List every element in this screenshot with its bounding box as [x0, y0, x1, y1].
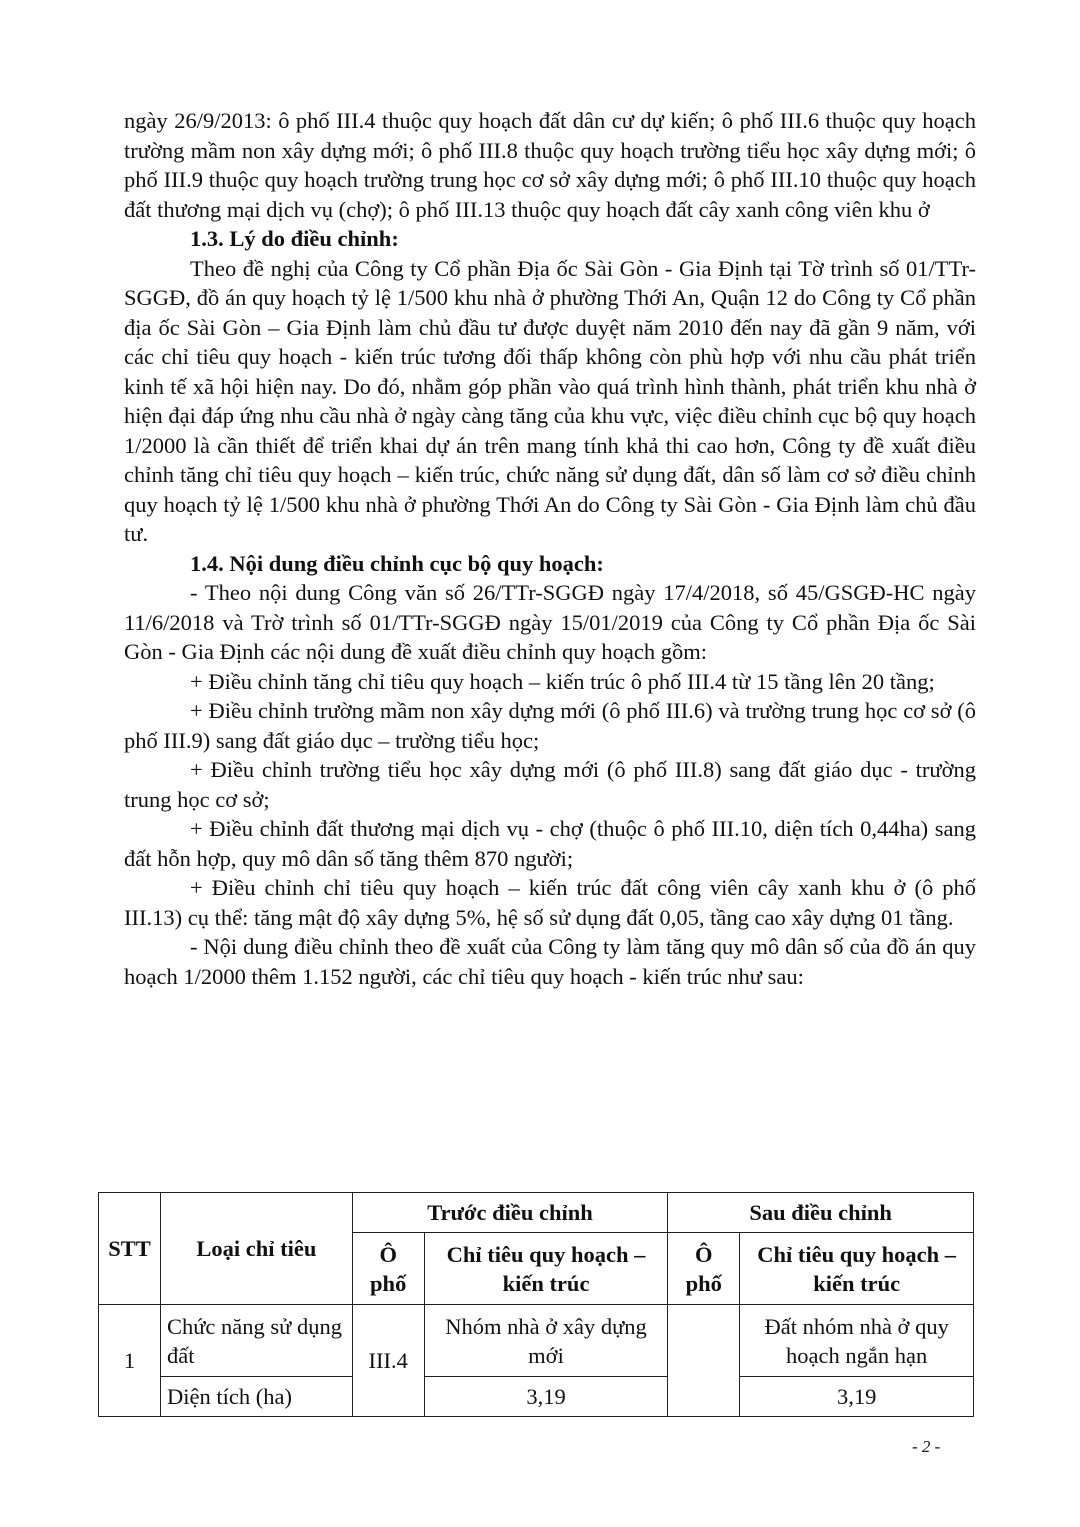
bullet-item: + Điều chỉnh trường mầm non xây dựng mới (ô phố III.6) và trường trung học cơ sở (ô phố III.9) sang đất giáo dục – trường tiểu học; — [124, 698, 976, 753]
document-body — [124, 106, 976, 991]
cell-truoc: Nhóm nhà ở xây dựng mới — [424, 1305, 668, 1377]
bullet-item: + Điều chỉnh tăng chỉ tiêu quy hoạch – kiến trúc ô phố III.4 từ 15 tầng lên 20 tầng; — [190, 668, 935, 694]
table-header-row — [99, 1193, 974, 1233]
header-stt: STT — [99, 1193, 161, 1305]
paragraph-summary: - Nội dung điều chỉnh theo đề xuất của Công ty làm tăng quy mô dân số của đồ án quy hoạch 1/2000 thêm 1.152 người, các chỉ tiêu quy hoạch - kiến trúc như sau: — [124, 934, 976, 989]
cell-truoc: 3,19 — [424, 1377, 668, 1417]
cell-o-pho: III.4 — [352, 1305, 424, 1417]
cell-loai: Diện tích (ha) — [160, 1377, 352, 1417]
cell-sau: 3,19 — [740, 1377, 974, 1417]
header-truoc-dieu-chinh: Trước điều chỉnh — [352, 1193, 668, 1233]
header-chi-tieu: Chỉ tiêu quy hoạch – kiến trúc — [740, 1233, 974, 1305]
bullet-item: + Điều chỉnh đất thương mại dịch vụ - chợ (thuộc ô phố III.10, diện tích 0,44ha) sang đất hỗn hợp, quy mô dân số tăng thêm 870 người; — [124, 816, 976, 871]
section-heading-1-3: 1.3. Lý do điều chỉnh: — [190, 226, 399, 251]
header-sau-dieu-chinh: Sau điều chỉnh — [668, 1193, 974, 1233]
header-o-pho: Ô phố — [668, 1233, 740, 1305]
indicator-table-wrapper — [98, 1192, 974, 1417]
page-number: - 2 - — [912, 1437, 941, 1456]
cell-stt: 1 — [99, 1305, 161, 1417]
cell-o-pho-sau — [668, 1305, 740, 1417]
header-o-pho: Ô phố — [352, 1233, 424, 1305]
cell-sau: Đất nhóm nhà ở quy hoạch ngắn hạn — [740, 1305, 974, 1377]
table-row — [99, 1377, 974, 1417]
header-chi-tieu: Chỉ tiêu quy hoạch – kiến trúc — [424, 1233, 668, 1305]
section-heading-1-4: 1.4. Nội dung điều chỉnh cục bộ quy hoạch: — [190, 550, 604, 576]
paragraph-1: ngày 26/9/2013: ô phố III.4 thuộc quy hoạch đất dân cư dự kiến; ô phố III.6 thuộc quy hoạch trường mầm non xây dựng mới; ô phố III.8 thuộc quy hoạch trường tiểu học xây dựng mới; ô phố III.9 thuộc quy hoạch trường trung học cơ sở xây dựng mới; ô phố III.10 thuộc quy hoạch đất thương mại dịch vụ (chợ); ô phố III.13 thuộc quy hoạch đất cây xanh công viên khu ở — [124, 108, 976, 222]
header-loai-chi-tieu: Loại chỉ tiêu — [160, 1193, 352, 1305]
paragraph-content-intro: - Theo nội dung Công văn số 26/TTr-SGGĐ ngày 17/4/2018, số 45/GSGĐ-HC ngày 11/6/2018 và Trờ trình số 01/TTr-SGGĐ ngày 15/01/2019 của Công ty Cổ phần Địa ốc Sài Gòn - Gia Định các nội dung đề xuất điều chỉnh quy hoạch gồm: — [124, 580, 976, 664]
paragraph-reason: Theo đề nghị của Công ty Cổ phần Địa ốc Sài Gòn - Gia Định tại Tờ trình số 01/TTr-SGGĐ, đồ án quy hoạch tỷ lệ 1/500 khu nhà ở phường Thới An, Quận 12 do Công ty Cổ phần địa ốc Sài Gòn – Gia Định làm chủ đầu tư được duyệt năm 2010 đến nay đã gần 9 năm, với các chỉ tiêu quy hoạch - kiến trúc tương đối thấp không còn phù hợp với nhu cầu phát triển kinh tế xã hội hiện nay. Do đó, nhằm góp phần vào quá trình hình thành, phát triển khu nhà ở hiện đại đáp ứng nhu cầu nhà ở ngày càng tăng của khu vực, việc điều chỉnh cục bộ quy hoạch 1/2000 là cần thiết để triển khai dự án trên mang tính khả thi cao hơn, Công ty đề xuất điều chỉnh tăng chỉ tiêu quy hoạch – kiến trúc, chức năng sử dụng đất, dân số làm cơ sở điều chỉnh quy hoạch tỷ lệ 1/500 khu nhà ở phường Thới An do Công ty Sài Gòn - Gia Định làm chủ đầu tư. — [124, 255, 976, 546]
cell-loai: Chức năng sử dụng đất — [160, 1305, 352, 1377]
table-row — [99, 1305, 974, 1377]
indicator-table — [98, 1192, 974, 1417]
bullet-item: + Điều chỉnh chỉ tiêu quy hoạch – kiến trúc đất công viên cây xanh khu ở (ô phố III.13) cụ thể: tăng mật độ xây dựng 5%, hệ số sử dụng đất 0,05, tầng cao xây dựng 01 tầng. — [124, 875, 976, 930]
bullet-item: + Điều chỉnh trường tiểu học xây dựng mới (ô phố III.8) sang đất giáo dục - trường trung học cơ sở; — [124, 757, 976, 812]
